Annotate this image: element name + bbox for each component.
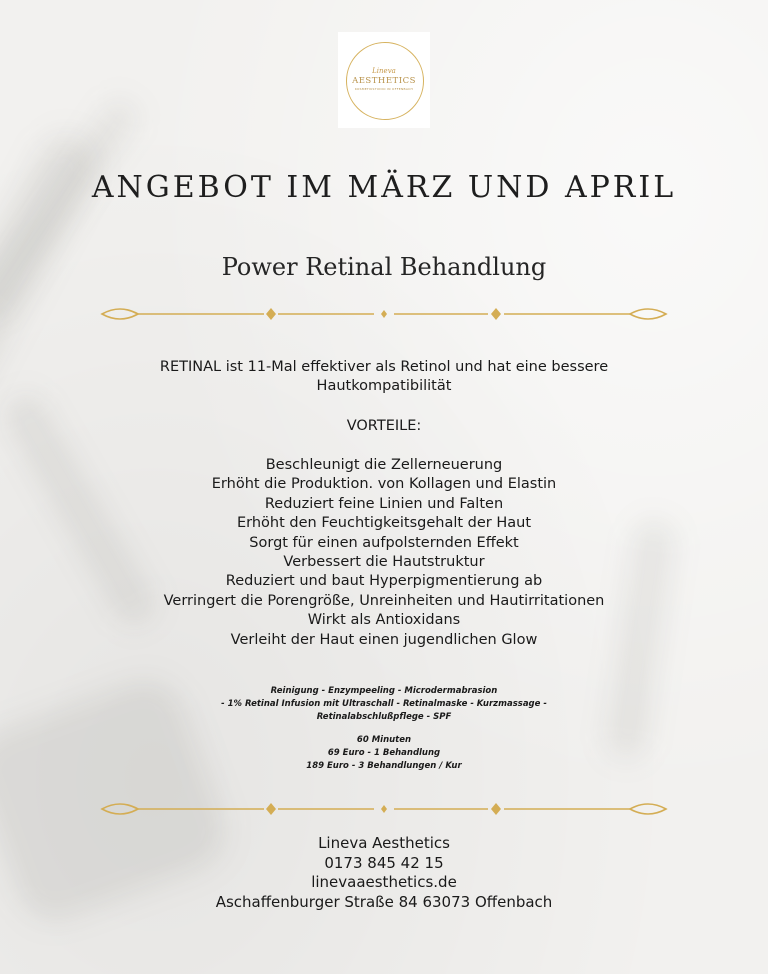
gold-divider-top (96, 302, 672, 326)
intro-line-2: Hautkompatibilität (316, 378, 452, 394)
business-name: Lineva Aesthetics (318, 834, 450, 852)
procedure-line-2: - 1% Retinal Infusion mit Ultraschall - Retinalmaske - Kurzmassage - (221, 699, 547, 709)
benefit-item: Verringert die Porengröße, Unreinheiten und Hautirritationen (163, 592, 605, 609)
contact-block (0, 834, 768, 912)
benefits-list (0, 456, 768, 650)
benefit-item: Erhöht den Feuchtigkeitsgehalt der Haut (236, 515, 532, 532)
benefit-item: Erhöht die Produktion. von Kollagen und Elastin (211, 476, 557, 493)
benefit-item: Reduziert feine Linien und Falten (264, 495, 504, 512)
benefit-item: Verleiht der Haut einen jugendlichen Glow (230, 631, 538, 648)
procedure-steps (0, 685, 768, 724)
duration: 60 Minuten (356, 735, 412, 745)
treatment-title: Power Retinal Behandlung (221, 253, 547, 281)
benefit-item: Verbessert die Hautstruktur (283, 554, 485, 571)
benefits-heading: VORTEILE: (346, 418, 422, 434)
benefit-item: Beschleunigt die Zellerneuerung (265, 457, 503, 473)
intro-text (0, 358, 768, 396)
price-course: 189 Euro - 3 Behandlungen / Kur (306, 761, 462, 771)
benefit-item: Wirkt als Antioxidans (307, 612, 461, 629)
logo-name: AESTHETICS (352, 76, 416, 86)
page-title: ANGEBOT IM MÄRZ UND APRIL (91, 170, 677, 205)
gold-divider-bottom (96, 797, 672, 821)
procedure-line-1: Reinigung - Enzympeeling - Microdermabrasion (270, 686, 498, 696)
address: Aschaffenburger Straße 84 63073 Offenbach (215, 892, 553, 911)
phone-number: 0173 845 42 15 (324, 853, 444, 872)
logo-script: Lineva (372, 67, 396, 75)
price-single: 69 Euro - 1 Behandlung (327, 748, 441, 758)
benefit-item: Reduziert und baut Hyperpigmentierung ab (225, 573, 543, 590)
website: linevaaesthetics.de (311, 873, 457, 891)
procedure-line-3: Retinalabschlußpflege - SPF (316, 712, 452, 722)
benefit-item: Sorgt für einen aufpolsternden Effekt (249, 534, 519, 551)
logo-tagline: KOSMETIKSTUDIO IN OFFENBACH (354, 87, 414, 91)
pricing (0, 734, 768, 773)
logo (338, 32, 430, 128)
intro-line-1: RETINAL ist 11-Mal effektiver als Retinol und hat eine bessere (159, 359, 609, 375)
